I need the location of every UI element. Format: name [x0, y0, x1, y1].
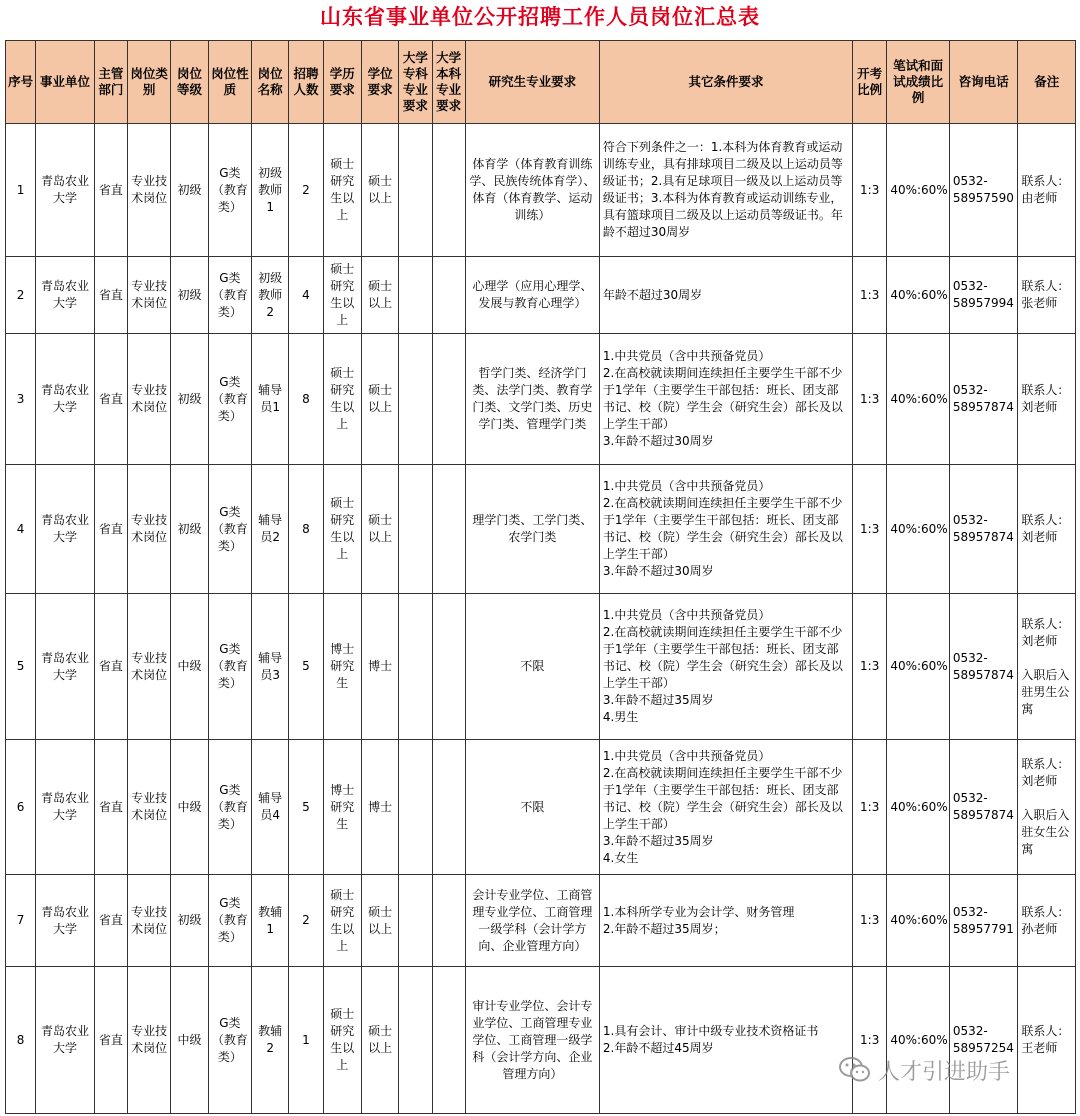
header-cell: 序号 — [6, 41, 36, 124]
header-cell: 大学专科专业要求 — [399, 41, 432, 124]
cell-degree: 硕士以上 — [361, 967, 398, 1114]
cell-unit: 青岛农业大学 — [36, 257, 94, 334]
cell-category: 专业技术岗位 — [128, 257, 171, 334]
cell-edu: 硕士研究生以上 — [323, 124, 361, 257]
cell-bachelor — [432, 334, 465, 465]
cell-junior — [399, 465, 432, 594]
cell-grad: 哲学门类、经济学门类、法学门类、教育学门类、文学门类、历史学门类、管理学门类 — [465, 334, 599, 465]
cell-degree: 硕士以上 — [361, 465, 398, 594]
cell-note: 联系人：孙老师 — [1018, 875, 1076, 967]
cell-level: 初级 — [171, 334, 208, 465]
cell-note: 联系人：王老师 — [1018, 967, 1076, 1114]
cell-nature: G类（教育类） — [208, 257, 251, 334]
cell-count: 2 — [289, 124, 323, 257]
cell-bachelor — [432, 740, 465, 875]
cell-phone: 0532-58957254 — [949, 967, 1018, 1114]
table-row — [6, 257, 1076, 334]
cell-nature: G类（教育类） — [208, 124, 251, 257]
cell-bachelor — [432, 594, 465, 740]
header-cell: 事业单位 — [36, 41, 94, 124]
cell-post: 初级教师1 — [252, 124, 289, 257]
cell-other: 年龄不超过30周岁 — [599, 257, 852, 334]
cell-other: 1.中共党员（含中共预备党员） 2.在高校就读期间连续担任主要学生干部不少于1学年（主要学生干部包括：班长、团支部书记、校（院）学生会（研究生会）部长及以上学生干部） 3.年龄不超过30周岁 — [599, 334, 852, 465]
header-cell: 备注 — [1018, 41, 1076, 124]
cell-no: 4 — [6, 465, 36, 594]
table-row — [6, 967, 1076, 1114]
cell-score: 40%:60% — [887, 967, 950, 1114]
cell-degree: 硕士以上 — [361, 257, 398, 334]
table-row — [6, 334, 1076, 465]
cell-dept: 省直 — [94, 740, 127, 875]
cell-phone: 0532-58957994 — [949, 257, 1018, 334]
cell-dept: 省直 — [94, 465, 127, 594]
cell-count: 8 — [289, 465, 323, 594]
cell-score: 40%:60% — [887, 124, 950, 257]
cell-category: 专业技术岗位 — [128, 124, 171, 257]
cell-unit: 青岛农业大学 — [36, 594, 94, 740]
cell-edu: 硕士研究生以上 — [323, 334, 361, 465]
cell-level: 初级 — [171, 257, 208, 334]
cell-unit: 青岛农业大学 — [36, 740, 94, 875]
cell-category: 专业技术岗位 — [128, 740, 171, 875]
cell-edu: 硕士研究生以上 — [323, 257, 361, 334]
cell-count: 5 — [289, 594, 323, 740]
cell-post: 初级教师2 — [252, 257, 289, 334]
cell-score: 40%:60% — [887, 334, 950, 465]
cell-grad: 理学门类、工学门类、农学门类 — [465, 465, 599, 594]
cell-bachelor — [432, 257, 465, 334]
cell-post: 辅导员4 — [252, 740, 289, 875]
cell-no: 6 — [6, 740, 36, 875]
header-cell: 学位要求 — [361, 41, 398, 124]
cell-junior — [399, 740, 432, 875]
cell-junior — [399, 594, 432, 740]
cell-post: 辅导员2 — [252, 465, 289, 594]
cell-ratio: 1:3 — [853, 257, 887, 334]
cell-nature: G类（教育类） — [208, 334, 251, 465]
cell-other: 1.中共党员（含中共预备党员） 2.在高校就读期间连续担任主要学生干部不少于1学年（主要学生干部包括：班长、团支部书记、校（院）学生会（研究生会）部长及以上学生干部） 3.年龄不超过35周岁 4.男生 — [599, 594, 852, 740]
header-cell: 笔试和面试成绩比例 — [887, 41, 950, 124]
cell-post: 教辅2 — [252, 967, 289, 1114]
cell-note: 联系人：张老师 — [1018, 257, 1076, 334]
watermark — [838, 1050, 1010, 1090]
cell-score: 40%:60% — [887, 257, 950, 334]
cell-nature: G类（教育类） — [208, 740, 251, 875]
table-row — [6, 875, 1076, 967]
cell-other: 1.具有会计、审计中级专业技术资格证书 2.年龄不超过45周岁 — [599, 967, 852, 1114]
cell-grad: 不限 — [465, 594, 599, 740]
cell-no: 2 — [6, 257, 36, 334]
table-row — [6, 740, 1076, 875]
header-cell: 咨询电话 — [949, 41, 1018, 124]
cell-junior — [399, 875, 432, 967]
cell-note: 联系人：刘老师 — [1018, 465, 1076, 594]
cell-degree: 硕士以上 — [361, 334, 398, 465]
cell-category: 专业技术岗位 — [128, 465, 171, 594]
cell-other: 1.本科所学专业为会计学、财务管理 2.年龄不超过35周岁； — [599, 875, 852, 967]
recruitment-table — [5, 40, 1076, 1114]
cell-junior — [399, 334, 432, 465]
cell-ratio: 1:3 — [853, 465, 887, 594]
cell-ratio: 1:3 — [853, 124, 887, 257]
cell-junior — [399, 124, 432, 257]
cell-dept: 省直 — [94, 594, 127, 740]
page-title: 山东省事业单位公开招聘工作人员岗位汇总表 — [320, 5, 760, 29]
cell-no: 5 — [6, 594, 36, 740]
cell-post: 教辅1 — [252, 875, 289, 967]
cell-dept: 省直 — [94, 124, 127, 257]
cell-edu: 博士研究生 — [323, 740, 361, 875]
cell-unit: 青岛农业大学 — [36, 124, 94, 257]
cell-junior — [399, 257, 432, 334]
cell-phone: 0532-58957874 — [949, 465, 1018, 594]
header-row — [6, 41, 1076, 124]
cell-score: 40%:60% — [887, 875, 950, 967]
cell-bachelor — [432, 875, 465, 967]
cell-count: 4 — [289, 257, 323, 334]
cell-grad: 会计专业学位、工商管理专业学位、工商管理一级学科（会计学方向、企业管理方向） — [465, 875, 599, 967]
cell-ratio: 1:3 — [853, 875, 887, 967]
cell-dept: 省直 — [94, 334, 127, 465]
cell-post: 辅导员1 — [252, 334, 289, 465]
cell-degree: 硕士以上 — [361, 124, 398, 257]
cell-count: 8 — [289, 334, 323, 465]
cell-no: 1 — [6, 124, 36, 257]
cell-note: 联系人：刘老师 入职后入驻女生公寓 — [1018, 740, 1076, 875]
cell-other: 符合下列条件之一：1.本科为体育教育或运动训练专业，具有排球项目二级及以上运动员等级证书；2.具有足球项目一级及以上运动员等级证书；3.本科为体育教育或运动训练专业，具有篮球项目二级及以上运动员等级证书。年龄不超过30周岁 — [599, 124, 852, 257]
cell-note: 联系人：刘老师 — [1018, 334, 1076, 465]
cell-note: 联系人：刘老师 入职后入驻男生公寓 — [1018, 594, 1076, 740]
cell-nature: G类（教育类） — [208, 594, 251, 740]
cell-count: 1 — [289, 967, 323, 1114]
cell-edu: 硕士研究生以上 — [323, 465, 361, 594]
cell-ratio: 1:3 — [853, 740, 887, 875]
cell-phone: 0532-58957874 — [949, 594, 1018, 740]
header-cell: 岗位性质 — [208, 41, 251, 124]
cell-degree: 硕士以上 — [361, 875, 398, 967]
cell-level: 中级 — [171, 967, 208, 1114]
cell-grad: 审计专业学位、会计专业学位、工商管理专业学位、工商管理一级学科（会计学方向、企业管理方向） — [465, 967, 599, 1114]
cell-category: 专业技术岗位 — [128, 967, 171, 1114]
cell-no: 7 — [6, 875, 36, 967]
cell-nature: G类（教育类） — [208, 465, 251, 594]
cell-dept: 省直 — [94, 875, 127, 967]
header-cell: 岗位类别 — [128, 41, 171, 124]
cell-ratio: 1:3 — [853, 967, 887, 1114]
cell-bachelor — [432, 124, 465, 257]
cell-nature: G类（教育类） — [208, 875, 251, 967]
cell-level: 初级 — [171, 875, 208, 967]
header-cell: 招聘人数 — [289, 41, 323, 124]
cell-degree: 博士 — [361, 594, 398, 740]
header-cell: 岗位名称 — [252, 41, 289, 124]
cell-count: 5 — [289, 740, 323, 875]
cell-edu: 硕士研究生以上 — [323, 967, 361, 1114]
cell-unit: 青岛农业大学 — [36, 334, 94, 465]
cell-level: 初级 — [171, 465, 208, 594]
cell-score: 40%:60% — [887, 594, 950, 740]
table-row — [6, 594, 1076, 740]
cell-nature: G类（教育类） — [208, 967, 251, 1114]
cell-score: 40%:60% — [887, 465, 950, 594]
cell-grad: 不限 — [465, 740, 599, 875]
header-cell: 其它条件要求 — [599, 41, 852, 124]
watermark-text: 人才引进助手 — [878, 1059, 1011, 1085]
cell-category: 专业技术岗位 — [128, 875, 171, 967]
header-cell: 开考比例 — [853, 41, 887, 124]
cell-level: 初级 — [171, 124, 208, 257]
cell-no: 8 — [6, 967, 36, 1114]
table-row — [6, 124, 1076, 257]
cell-phone: 0532-58957874 — [949, 334, 1018, 465]
cell-degree: 博士 — [361, 740, 398, 875]
cell-dept: 省直 — [94, 967, 127, 1114]
cell-phone: 0532-58957791 — [949, 875, 1018, 967]
cell-unit: 青岛农业大学 — [36, 875, 94, 967]
cell-unit: 青岛农业大学 — [36, 967, 94, 1114]
cell-level: 中级 — [171, 594, 208, 740]
cell-category: 专业技术岗位 — [128, 594, 171, 740]
cell-level: 中级 — [171, 740, 208, 875]
cell-other: 1.中共党员（含中共预备党员） 2.在高校就读期间连续担任主要学生干部不少于1学年（主要学生干部包括：班长、团支部书记、校（院）学生会（研究生会）部长及以上学生干部） 3.年龄不超过30周岁 — [599, 465, 852, 594]
header-cell: 岗位等级 — [171, 41, 208, 124]
cell-phone: 0532-58957590 — [949, 124, 1018, 257]
cell-grad: 心理学（应用心理学、发展与教育心理学） — [465, 257, 599, 334]
cell-post: 辅导员3 — [252, 594, 289, 740]
header-cell: 研究生专业要求 — [465, 41, 599, 124]
cell-ratio: 1:3 — [853, 594, 887, 740]
cell-phone: 0532-58957874 — [949, 740, 1018, 875]
cell-bachelor — [432, 967, 465, 1114]
cell-ratio: 1:3 — [853, 334, 887, 465]
cell-category: 专业技术岗位 — [128, 334, 171, 465]
header-cell: 主管部门 — [94, 41, 127, 124]
table-row — [6, 465, 1076, 594]
wechat-icon — [838, 1055, 872, 1085]
cell-bachelor — [432, 465, 465, 594]
cell-other: 1.中共党员（含中共预备党员） 2.在高校就读期间连续担任主要学生干部不少于1学年（主要学生干部包括：班长、团支部书记、校（院）学生会（研究生会）部长及以上学生干部） 3.年龄不超过35周岁 4.女生 — [599, 740, 852, 875]
cell-edu: 硕士研究生以上 — [323, 875, 361, 967]
header-cell: 学历要求 — [323, 41, 361, 124]
cell-junior — [399, 967, 432, 1114]
cell-note: 联系人：由老师 — [1018, 124, 1076, 257]
cell-no: 3 — [6, 334, 36, 465]
cell-dept: 省直 — [94, 257, 127, 334]
cell-score: 40%:60% — [887, 740, 950, 875]
header-cell: 大学本科专业要求 — [432, 41, 465, 124]
cell-unit: 青岛农业大学 — [36, 465, 94, 594]
cell-edu: 博士研究生 — [323, 594, 361, 740]
cell-count: 2 — [289, 875, 323, 967]
cell-grad: 体育学（体育教育训练学、民族传统体育学）、体育（体育教学、运动训练） — [465, 124, 599, 257]
